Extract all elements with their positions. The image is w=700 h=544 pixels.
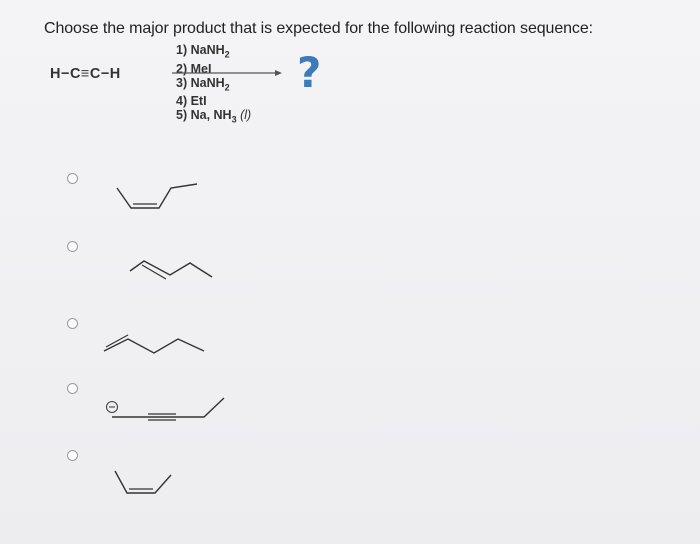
reaction-arrow-icon <box>172 69 282 77</box>
reactant-formula: H−C≡C−H <box>50 66 121 82</box>
reagent-step-3: 3) NaNH$_2$ <box>176 75 230 92</box>
radio-option-4[interactable] <box>67 383 78 394</box>
reagent-step-5: 5) Na, $NH_3$ (l) <box>176 108 252 125</box>
structure-option-2 <box>128 253 218 288</box>
radio-option-2[interactable] <box>67 241 78 252</box>
structure-option-3 <box>100 329 210 364</box>
product-question-mark: ? <box>297 48 322 97</box>
structure-option-5 <box>113 467 183 501</box>
structure-option-1 <box>115 180 205 220</box>
reagent-step-1: 1) NaNH$_2$ <box>176 43 230 60</box>
reagent-step-2: 2) MeI <box>176 61 212 76</box>
radio-option-1[interactable] <box>67 173 78 184</box>
reagent-step-4: 4) EtI <box>176 94 207 108</box>
radio-option-3[interactable] <box>67 318 78 329</box>
page-title: Choose the major product that is expected for the following reaction sequence: <box>44 20 593 37</box>
structure-option-4 <box>100 394 230 430</box>
radio-option-5[interactable] <box>67 450 78 461</box>
reagent-list <box>176 43 251 127</box>
